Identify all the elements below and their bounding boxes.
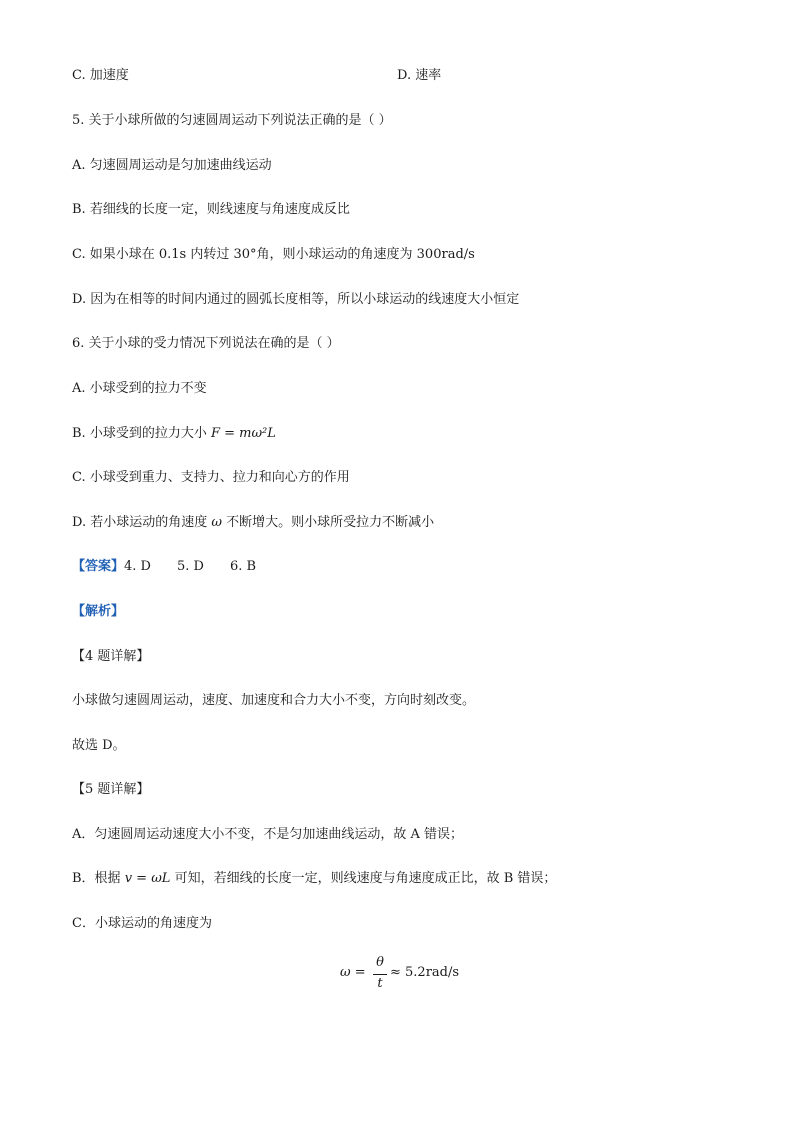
q5-option-d: D. 因为在相等的时间内通过的圆弧长度相等，所以小球运动的线速度大小恒定 xyxy=(72,292,520,307)
formula-denominator: t xyxy=(377,976,383,991)
detail5-heading: 【5 题详解】 xyxy=(72,782,150,797)
q5-option-a: A. 匀速圆周运动是匀加速曲线运动 xyxy=(72,158,272,173)
detail5-b xyxy=(72,870,556,888)
detail4-text: 小球做匀速圆周运动，速度、加速度和合力大小不变，方向时刻改变。 xyxy=(72,693,476,708)
detail5-b-pre: B．根据 xyxy=(72,871,125,886)
q6-option-d xyxy=(72,514,434,532)
answer-item: 6. B xyxy=(229,559,257,574)
q6-option-d-omega: ω xyxy=(211,515,222,530)
answer-item: 4. D xyxy=(124,559,151,574)
answer-item: 5. D xyxy=(176,559,204,574)
formula-lhs: ω = xyxy=(340,965,366,980)
q6-stem: 6. 关于小球的受力情况下列说法在确的是（ ） xyxy=(72,336,340,351)
detail4-conclusion: 故选 D。 xyxy=(72,738,126,753)
detail5-b-formula: v = ωL xyxy=(124,871,171,886)
q6-option-d-pre: D. 若小球运动的角速度 xyxy=(72,515,212,530)
q6-option-b-formula: F = mω²L xyxy=(210,426,276,441)
fraction-bar xyxy=(373,974,387,975)
q6-option-b xyxy=(72,425,276,443)
q6-option-d-post: 不断增大。则小球所受拉力不断减小 xyxy=(221,515,435,530)
analysis-label: 【解析】 xyxy=(72,604,125,619)
answer-line xyxy=(72,558,282,576)
q5-stem: 5. 关于小球所做的匀速圆周运动下列说法正确的是（ ） xyxy=(72,113,392,128)
detail5-b-post: 可知，若细线的长度一定，则线速度与角速度成正比，故 B 错误； xyxy=(170,871,557,886)
q6-option-b-text: B. 小球受到的拉力大小 xyxy=(72,426,211,441)
q4-option-d: D. 速率 xyxy=(397,68,442,83)
formula-rhs: ≈ 5.2rad/s xyxy=(390,965,460,980)
q5-option-b: B. 若细线的长度一定，则线速度与角速度成反比 xyxy=(72,202,350,217)
formula-numerator: θ xyxy=(376,955,384,970)
q6-option-c: C. 小球受到重力、支持力、拉力和向心方的作用 xyxy=(72,470,350,485)
q6-option-a: A. 小球受到的拉力不变 xyxy=(72,381,207,396)
q4-option-c: C. 加速度 xyxy=(72,68,129,83)
detail4-heading: 【4 题详解】 xyxy=(72,649,150,664)
answer-label: 【答案】 xyxy=(72,559,125,574)
detail5-a: A．匀速圆周运动速度大小不变，不是匀加速曲线运动，故 A 错误； xyxy=(72,827,464,842)
detail5-c: C．小球运动的角速度为 xyxy=(72,916,212,931)
q5-option-c: C. 如果小球在 0.1s 内转过 30°角，则小球运动的角速度为 300rad/s xyxy=(72,247,475,262)
